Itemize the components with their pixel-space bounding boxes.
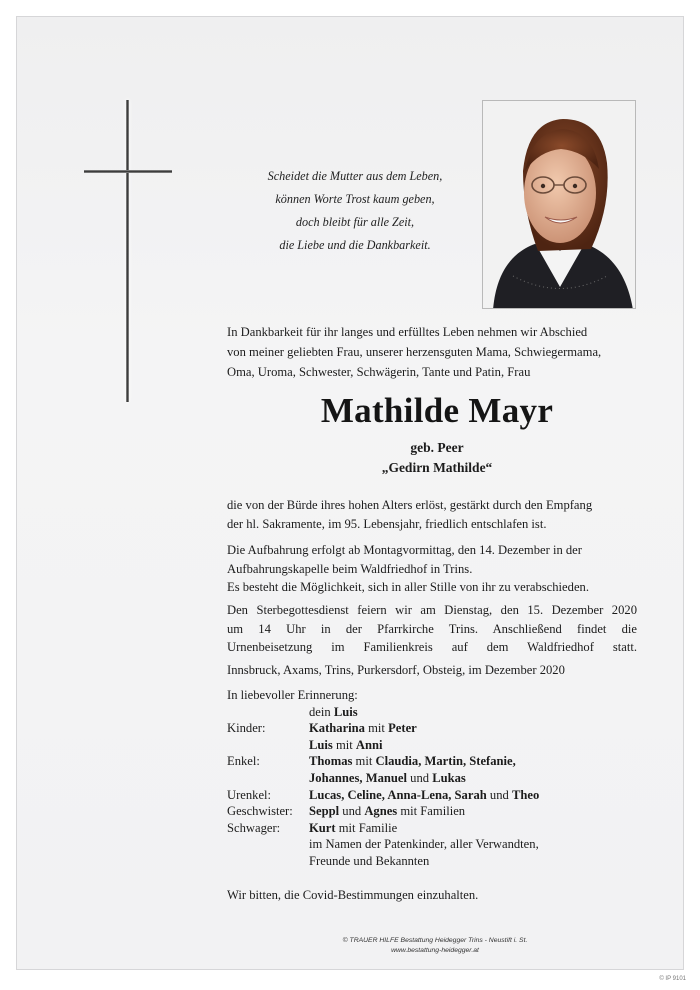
great-grandchildren-label: Urenkel: [227,787,272,802]
brother-in-law-label: Schwager: [227,820,281,835]
paragraph-line: der hl. Sakramente, im 95. Lebensjahr, friedlich entschlafen ist. [227,516,547,531]
siblings-label: Geschwister: [227,804,293,819]
birth-name-block [227,438,647,478]
paragraph-line: Urnenbeisetzung im Familienkreis auf dem Waldfriedhof statt. [227,640,637,655]
paragraph-line: Es besteht die Möglichkeit, sich in aller Stille von ihr zu verabschieden. [227,580,589,595]
birth-name: geb. Peer [410,440,464,455]
cross-icon [126,100,129,402]
nickname: „Gedirn Mathilde“ [381,460,493,475]
intro-text [227,322,647,382]
godchildren-line: im Namen der Patenkinder, aller Verwandten, [309,837,539,852]
family-list [227,687,647,870]
intro-line: von meiner geliebten Frau, unserer herzensguten Mama, Schwiegermama, [227,345,602,359]
children-label: Kinder: [227,721,266,736]
poem-line: Scheidet die Mutter aus dem Leben, [267,169,443,183]
footer [250,936,620,955]
brother-in-law-entry: Kurt mit Familie [309,820,398,835]
siblings-entry: Seppl und Agnes mit Familien [309,804,466,819]
cross-bar [84,170,172,173]
intro-line: Oma, Uroma, Schwester, Schwägerin, Tante und Patin, Frau [227,365,531,379]
grandchildren-label: Enkel: [227,754,260,769]
spouse-entry: dein Luis [309,704,358,719]
paragraph-passing [227,496,637,533]
great-grandchildren-entry: Lucas, Celine, Anna-Lena, Sarah und Theo [309,787,540,802]
places-line: Innsbruck, Axams, Trins, Purkersdorf, Obsteig, im Dezember 2020 [227,663,565,677]
poem-line: die Liebe und die Dankbarkeit. [279,238,431,252]
paragraph-service [227,601,637,657]
intro-line: In Dankbarkeit für ihr langes und erfülltes Leben nehmen wir Abschied [227,325,588,339]
poem [230,165,480,257]
children-entry: Katharina mit Peter [309,721,417,736]
poem-line: können Worte Trost kaum geben, [275,192,435,206]
paragraph-line: Den Sterbegottesdienst feiern wir am Dienstag, den 15. Dezember 2020 [227,603,637,617]
children-entry: Luis mit Anni [309,737,383,752]
grandchildren-entry: Thomas mit Claudia, Martin, Stefanie, [309,754,516,769]
covid-note: Wir bitten, die Covid-Bestimmungen einzuhalten. [227,888,479,902]
family-heading: In liebevoller Erinnerung: [227,688,358,702]
footer-credit: © TRAUER HILFE Bestattung Heidegger Trins - Neustift i. St. [342,937,528,944]
poem-line: doch bleibt für alle Zeit, [295,215,415,229]
portrait-image [483,101,636,309]
document-code: © IP 9101 [659,976,686,982]
places-date [227,661,637,680]
deceased-name: Mathilde Mayr [320,391,554,430]
paragraph-line: um 14 Uhr in der Pfarrkirche Trins. Anschließend findet die [227,621,637,636]
portrait-photo [482,100,636,309]
footer-website[interactable]: www.bestattung-heidegger.at [391,946,479,954]
friends-line: Freunde und Bekannten [309,853,430,868]
grandchildren-entry: Johannes, Manuel und Lukas [309,770,466,785]
paragraph-line: Die Aufbahrung erfolgt ab Montagvormittag, den 14. Dezember in der [227,543,582,557]
paragraph-line: die von der Bürde ihres hohen Alters erlöst, gestärkt durch den Empfang [227,498,593,512]
paragraph-viewing [227,541,637,597]
paragraph-line: Aufbahrungskapelle beim Waldfriedhof in Trins. [227,561,473,576]
